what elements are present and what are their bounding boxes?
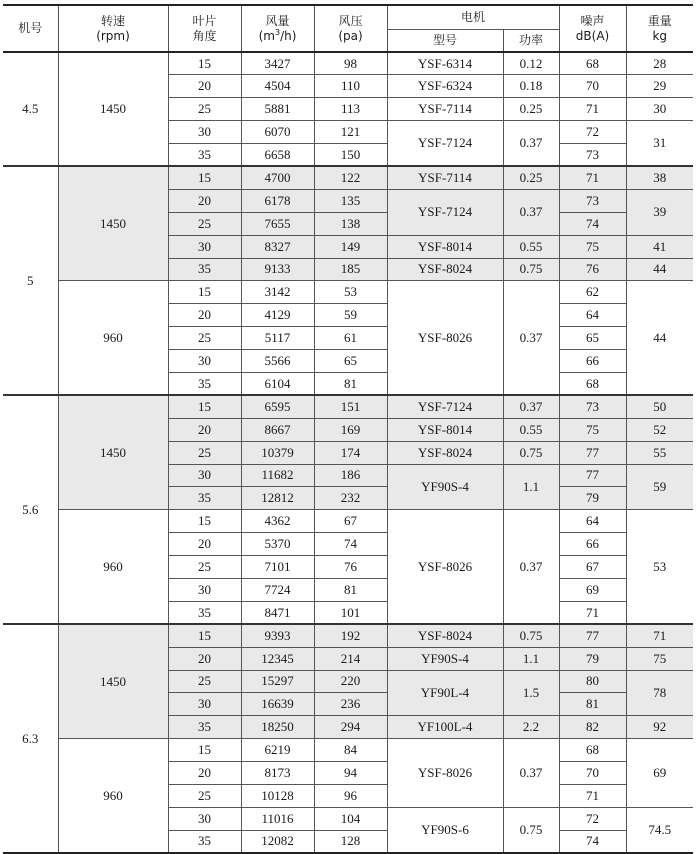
noise-cell: 82 [559, 716, 626, 739]
airflow-cell: 9393 [241, 624, 314, 647]
pressure-cell: 53 [314, 281, 387, 304]
pressure-cell: 135 [314, 189, 387, 212]
weight-cell: 69 [626, 739, 693, 808]
blade-angle-cell: 25 [168, 785, 241, 808]
motor-label: 电机 [461, 9, 486, 24]
airflow-cell: 18250 [241, 716, 314, 739]
weight-unit: kg [652, 28, 668, 43]
airflow-cell: 11682 [241, 464, 314, 487]
weight-cell: 29 [626, 75, 693, 98]
blade-angle-cell: 15 [168, 52, 241, 75]
pressure-cell: 61 [314, 327, 387, 350]
airflow-cell: 11016 [241, 807, 314, 830]
pressure-cell: 101 [314, 601, 387, 624]
blade-angle-cell: 35 [168, 716, 241, 739]
airflow-cell: 6104 [241, 372, 314, 395]
weight-label: 重量 [647, 13, 672, 28]
pressure-cell: 96 [314, 785, 387, 808]
noise-unit: dB(A) [575, 28, 610, 43]
pressure-cell: 81 [314, 372, 387, 395]
motor-model-cell: YSF-8014 [387, 418, 503, 441]
machine-no-cell: 6.3 [3, 624, 58, 853]
pressure-cell: 294 [314, 716, 387, 739]
airflow-cell: 6595 [241, 395, 314, 418]
airflow-unit-prefix: (m [258, 28, 275, 43]
weight-cell: 39 [626, 189, 693, 235]
airflow-cell: 6070 [241, 121, 314, 144]
airflow-cell: 6658 [241, 144, 314, 167]
pressure-cell: 65 [314, 350, 387, 373]
pressure-cell: 128 [314, 830, 387, 853]
weight-cell: 41 [626, 235, 693, 258]
machine-no-cell: 4.5 [3, 52, 58, 166]
pressure-cell: 122 [314, 166, 387, 189]
blade-angle-cell: 35 [168, 601, 241, 624]
motor-model-cell: YSF-8024 [387, 624, 503, 647]
blade-angle-cell: 35 [168, 144, 241, 167]
motor-model-cell: YSF-8026 [387, 510, 503, 624]
table-row [3, 624, 693, 647]
machine-group [3, 624, 693, 853]
motor-model-cell: YSF-6324 [387, 75, 503, 98]
blade-angle-cell: 15 [168, 166, 241, 189]
noise-cell: 77 [559, 624, 626, 647]
noise-cell: 75 [559, 418, 626, 441]
motor-power-cell: 0.37 [503, 395, 559, 418]
airflow-unit-superscript: 3 [274, 27, 281, 37]
pressure-cell: 98 [314, 52, 387, 75]
table-row [3, 281, 693, 304]
col-header-motor [387, 5, 559, 29]
motor-model-cell: YSF-8024 [387, 258, 503, 281]
pressure-cell: 151 [314, 395, 387, 418]
airflow-cell: 3142 [241, 281, 314, 304]
motor-power-cell: 0.55 [503, 235, 559, 258]
noise-cell: 67 [559, 556, 626, 579]
airflow-cell: 12812 [241, 487, 314, 510]
airflow-cell: 6219 [241, 739, 314, 762]
noise-cell: 76 [559, 258, 626, 281]
col-header-weight [626, 5, 693, 52]
blade-angle-cell: 25 [168, 212, 241, 235]
weight-cell: 52 [626, 418, 693, 441]
blade-angle-cell: 20 [168, 762, 241, 785]
noise-cell: 75 [559, 235, 626, 258]
airflow-cell: 8667 [241, 418, 314, 441]
noise-cell: 62 [559, 281, 626, 304]
pressure-cell: 76 [314, 556, 387, 579]
table-row [3, 166, 693, 189]
noise-cell: 73 [559, 395, 626, 418]
weight-cell: 50 [626, 395, 693, 418]
motor-power-cell: 0.25 [503, 166, 559, 189]
noise-cell: 71 [559, 785, 626, 808]
weight-cell: 38 [626, 166, 693, 189]
airflow-cell: 7101 [241, 556, 314, 579]
weight-cell: 30 [626, 98, 693, 121]
noise-cell: 71 [559, 98, 626, 121]
speed-label: 转速 [100, 13, 125, 28]
pressure-cell: 185 [314, 258, 387, 281]
machine-group [3, 395, 693, 624]
pressure-cell: 150 [314, 144, 387, 167]
machine-group [3, 166, 693, 395]
airflow-cell: 4504 [241, 75, 314, 98]
airflow-cell: 10379 [241, 441, 314, 464]
motor-model-cell: YSF-7114 [387, 98, 503, 121]
blade-angle-cell: 30 [168, 807, 241, 830]
pressure-label: 风压 [338, 13, 363, 28]
weight-cell: 28 [626, 52, 693, 75]
airflow-cell: 5370 [241, 533, 314, 556]
pressure-cell: 81 [314, 578, 387, 601]
weight-cell: 44 [626, 281, 693, 395]
col-header-airflow [241, 5, 314, 52]
pressure-cell: 113 [314, 98, 387, 121]
noise-cell: 64 [559, 304, 626, 327]
airflow-cell: 3427 [241, 52, 314, 75]
col-header-motor-power [503, 29, 559, 52]
speed-unit: (rpm) [96, 28, 130, 43]
blade-angle-cell: 30 [168, 350, 241, 373]
speed-cell: 1450 [58, 395, 168, 509]
col-header-machine-no [3, 5, 58, 52]
weight-cell: 55 [626, 441, 693, 464]
pressure-cell: 74 [314, 533, 387, 556]
col-header-noise [559, 5, 626, 52]
pressure-unit: (pa) [338, 28, 363, 43]
airflow-cell: 4700 [241, 166, 314, 189]
machine-no-cell: 5 [3, 166, 58, 395]
motor-power-cell: 0.37 [503, 510, 559, 624]
airflow-cell: 8471 [241, 601, 314, 624]
noise-cell: 70 [559, 762, 626, 785]
motor-model-cell: YF100L-4 [387, 716, 503, 739]
motor-power-cell: 0.75 [503, 807, 559, 853]
pressure-cell: 214 [314, 647, 387, 670]
noise-cell: 64 [559, 510, 626, 533]
pressure-cell: 149 [314, 235, 387, 258]
noise-cell: 79 [559, 487, 626, 510]
pressure-cell: 104 [314, 807, 387, 830]
noise-cell: 77 [559, 464, 626, 487]
airflow-cell: 8173 [241, 762, 314, 785]
noise-cell: 80 [559, 670, 626, 693]
noise-cell: 73 [559, 144, 626, 167]
weight-cell: 74.5 [626, 807, 693, 853]
noise-cell: 70 [559, 75, 626, 98]
pressure-cell: 220 [314, 670, 387, 693]
blade-angle-cell: 30 [168, 235, 241, 258]
airflow-cell: 9133 [241, 258, 314, 281]
blade-angle-cell: 30 [168, 578, 241, 601]
blade-angle-cell: 20 [168, 647, 241, 670]
motor-model-cell: YSF-7124 [387, 395, 503, 418]
pressure-cell: 94 [314, 762, 387, 785]
blade-angle-cell: 20 [168, 304, 241, 327]
table-row [3, 395, 693, 418]
speed-cell: 1450 [58, 624, 168, 738]
noise-cell: 68 [559, 739, 626, 762]
motor-power-cell: 0.37 [503, 189, 559, 235]
blade-angle-cell: 15 [168, 510, 241, 533]
motor-model-cell: YSF-7124 [387, 189, 503, 235]
airflow-cell: 8327 [241, 235, 314, 258]
pressure-cell: 186 [314, 464, 387, 487]
noise-cell: 79 [559, 647, 626, 670]
pressure-cell: 84 [314, 739, 387, 762]
table-row [3, 739, 693, 762]
airflow-cell: 6178 [241, 189, 314, 212]
motor-power-cell: 0.37 [503, 121, 559, 167]
motor-power-cell: 0.18 [503, 75, 559, 98]
fan-spec-table [3, 4, 693, 854]
speed-cell: 960 [58, 510, 168, 624]
noise-cell: 69 [559, 578, 626, 601]
weight-cell: 71 [626, 624, 693, 647]
airflow-label: 风量 [265, 13, 290, 28]
weight-cell: 53 [626, 510, 693, 624]
motor-power-cell: 0.37 [503, 281, 559, 395]
noise-cell: 72 [559, 807, 626, 830]
blade-angle-cell: 25 [168, 556, 241, 579]
weight-cell: 31 [626, 121, 693, 167]
pressure-cell: 192 [314, 624, 387, 647]
motor-power-cell: 0.75 [503, 258, 559, 281]
power-label: 功率 [519, 32, 544, 47]
pressure-cell: 169 [314, 418, 387, 441]
pressure-cell: 174 [314, 441, 387, 464]
pressure-cell: 138 [314, 212, 387, 235]
col-header-blade-angle [168, 5, 241, 52]
airflow-cell: 5566 [241, 350, 314, 373]
blade-angle-cell: 35 [168, 258, 241, 281]
motor-model-cell: YF90L-4 [387, 670, 503, 716]
motor-power-cell: 0.12 [503, 52, 559, 75]
motor-model-cell: YSF-7114 [387, 166, 503, 189]
blade-angle-cell: 25 [168, 98, 241, 121]
blade-angle-cell: 20 [168, 189, 241, 212]
table-header [3, 5, 693, 52]
airflow-cell: 4362 [241, 510, 314, 533]
pressure-cell: 232 [314, 487, 387, 510]
blade-angle-cell: 20 [168, 533, 241, 556]
machine-no-label: 机号 [18, 21, 43, 35]
motor-power-cell: 0.75 [503, 624, 559, 647]
airflow-cell: 12345 [241, 647, 314, 670]
airflow-cell: 10128 [241, 785, 314, 808]
motor-model-cell: YF90S-4 [387, 647, 503, 670]
noise-cell: 68 [559, 52, 626, 75]
noise-cell: 77 [559, 441, 626, 464]
pressure-cell: 110 [314, 75, 387, 98]
blade-angle-cell: 30 [168, 693, 241, 716]
col-header-pressure [314, 5, 387, 52]
weight-cell: 75 [626, 647, 693, 670]
noise-cell: 74 [559, 212, 626, 235]
motor-power-cell: 0.75 [503, 441, 559, 464]
airflow-cell: 4129 [241, 304, 314, 327]
motor-power-cell: 0.25 [503, 98, 559, 121]
col-header-motor-model [387, 29, 503, 52]
noise-cell: 66 [559, 533, 626, 556]
blade-angle-cell: 35 [168, 487, 241, 510]
weight-cell: 59 [626, 464, 693, 510]
motor-power-cell: 1.1 [503, 464, 559, 510]
noise-cell: 72 [559, 121, 626, 144]
blade-label-line1: 叶片 [192, 13, 217, 28]
motor-power-cell: 2.2 [503, 716, 559, 739]
motor-power-cell: 0.37 [503, 739, 559, 808]
blade-angle-cell: 30 [168, 464, 241, 487]
motor-model-cell: YSF-8026 [387, 739, 503, 808]
noise-cell: 68 [559, 372, 626, 395]
airflow-cell: 16639 [241, 693, 314, 716]
noise-cell: 73 [559, 189, 626, 212]
noise-cell: 71 [559, 166, 626, 189]
airflow-cell: 5881 [241, 98, 314, 121]
motor-model-cell: YSF-7124 [387, 121, 503, 167]
motor-model-cell: YSF-6314 [387, 52, 503, 75]
blade-angle-cell: 25 [168, 327, 241, 350]
motor-model-cell: YSF-8014 [387, 235, 503, 258]
blade-angle-cell: 20 [168, 75, 241, 98]
airflow-cell: 12082 [241, 830, 314, 853]
table-row [3, 510, 693, 533]
pressure-cell: 121 [314, 121, 387, 144]
blade-angle-cell: 15 [168, 739, 241, 762]
blade-angle-cell: 25 [168, 441, 241, 464]
noise-cell: 71 [559, 601, 626, 624]
model-label: 型号 [432, 32, 457, 47]
motor-model-cell: YF90S-4 [387, 464, 503, 510]
machine-group [3, 52, 693, 166]
motor-model-cell: YF90S-6 [387, 807, 503, 853]
motor-power-cell: 1.5 [503, 670, 559, 716]
blade-angle-cell: 15 [168, 395, 241, 418]
blade-angle-cell: 20 [168, 418, 241, 441]
airflow-cell: 5117 [241, 327, 314, 350]
airflow-cell: 7724 [241, 578, 314, 601]
speed-cell: 960 [58, 281, 168, 395]
noise-cell: 74 [559, 830, 626, 853]
airflow-cell: 15297 [241, 670, 314, 693]
blade-angle-cell: 25 [168, 670, 241, 693]
blade-angle-cell: 15 [168, 281, 241, 304]
table-row [3, 52, 693, 75]
motor-model-cell: YSF-8026 [387, 281, 503, 395]
noise-label: 噪声 [580, 13, 605, 28]
noise-cell: 66 [559, 350, 626, 373]
weight-cell: 44 [626, 258, 693, 281]
blade-angle-cell: 15 [168, 624, 241, 647]
pressure-cell: 67 [314, 510, 387, 533]
noise-cell: 65 [559, 327, 626, 350]
col-header-speed [58, 5, 168, 52]
airflow-cell: 7655 [241, 212, 314, 235]
speed-cell: 1450 [58, 166, 168, 280]
weight-cell: 78 [626, 670, 693, 716]
blade-angle-cell: 35 [168, 830, 241, 853]
blade-angle-cell: 35 [168, 372, 241, 395]
blade-label-line2: 角度 [192, 28, 217, 43]
weight-cell: 92 [626, 716, 693, 739]
motor-power-cell: 1.1 [503, 647, 559, 670]
machine-no-cell: 5.6 [3, 395, 58, 624]
pressure-cell: 236 [314, 693, 387, 716]
blade-angle-cell: 30 [168, 121, 241, 144]
speed-cell: 960 [58, 739, 168, 853]
airflow-unit-suffix: /h) [280, 28, 297, 43]
speed-cell: 1450 [58, 52, 168, 166]
motor-model-cell: YSF-8024 [387, 441, 503, 464]
motor-power-cell: 0.55 [503, 418, 559, 441]
noise-cell: 81 [559, 693, 626, 716]
pressure-cell: 59 [314, 304, 387, 327]
